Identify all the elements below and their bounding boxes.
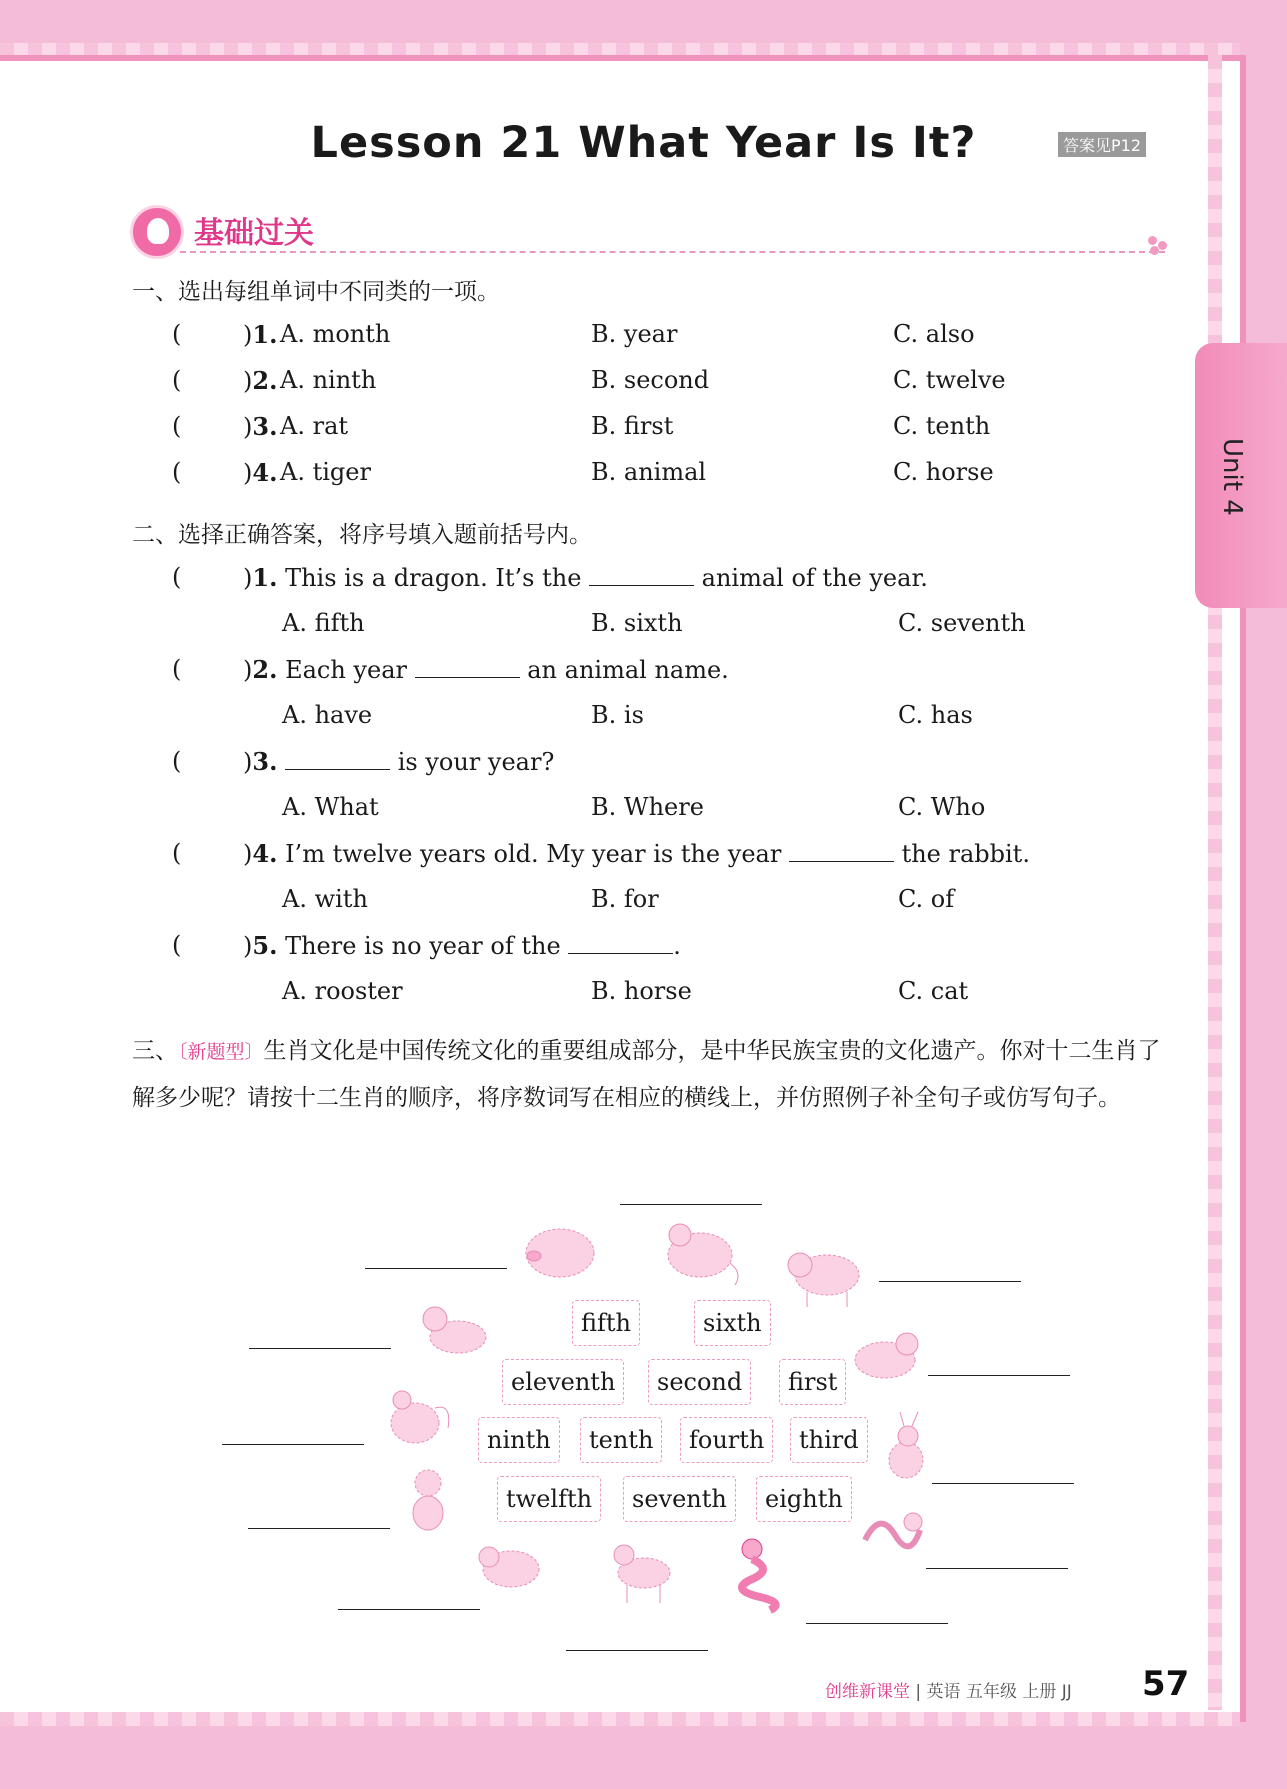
answer-line[interactable] [926, 1568, 1068, 1569]
word-chip: second [648, 1359, 751, 1405]
footer-brand: 创维新课堂 [825, 1682, 910, 1702]
item-number: 3. [252, 747, 278, 776]
option-c: C. also [893, 320, 975, 348]
stem-text-after: animal of the year. [694, 564, 928, 592]
answer-paren-left: ( [172, 839, 182, 867]
answer-reference-badge: 答案见P12 [1058, 132, 1146, 157]
item-number: 1. [252, 563, 278, 592]
answer-paren-right: )4. [243, 458, 278, 487]
stem-text-before: Each year [285, 656, 415, 684]
word-chip: eleventh [502, 1359, 624, 1405]
footer-separator: | [915, 1682, 922, 1702]
option-b: B. Where [591, 793, 704, 821]
stem-text-after: . [673, 932, 681, 960]
word-chip: first [779, 1359, 846, 1405]
answer-line[interactable] [620, 1204, 762, 1205]
question-stem: )4. I’m twelve years old. My year is the year the rabbit. [243, 839, 1030, 868]
answer-paren-left: ( [172, 655, 182, 683]
option-a: A. month [280, 320, 391, 348]
rooster-icon [380, 1378, 455, 1453]
option-b: B. sixth [591, 609, 683, 637]
answer-line[interactable] [806, 1623, 948, 1624]
dots-decoration-icon [1148, 236, 1168, 256]
answer-line[interactable] [879, 1281, 1021, 1282]
part2-item-4-options [0, 885, 1240, 921]
part2-item-2-options [0, 701, 1240, 737]
snake-icon [730, 1535, 795, 1615]
option-b: B. first [591, 412, 674, 440]
answer-paren-right: )1. [243, 320, 278, 349]
option-a: A. fifth [282, 609, 365, 637]
answer-line[interactable] [249, 1348, 391, 1349]
option-a: A. have [282, 701, 373, 729]
part2-heading: 二、选择正确答案，将序号填入题前括号内。 [132, 522, 592, 548]
answer-paren-left: ( [172, 931, 182, 959]
question-stem: )5. There is no year of the . [243, 931, 681, 960]
answer-paren-left: ( [172, 747, 182, 775]
pig-icon [512, 1218, 602, 1288]
part3-text: 生肖文化是中国传统文化的重要组成部分，是中华民族宝贵的文化遗产。你对十二生肖了解多少呢？请按十二生肖的顺序，将序数词写在相应的横线上，并仿照例子补全句子或仿写句子。 [132, 1038, 1161, 1111]
stem-text-before: This is a dragon. It’s the [285, 564, 590, 592]
section-title: 基础过关 [194, 216, 314, 251]
option-c: C. tenth [893, 412, 991, 440]
item-number: 2. [252, 655, 278, 684]
part1-item-2 [0, 366, 1240, 402]
footer-book-info: 英语 五年级 上册 JJ [926, 1682, 1072, 1702]
option-c: C. horse [893, 458, 994, 486]
new-question-type-tag: 〔新题型〕 [178, 1041, 264, 1063]
stem-text-before: I’m twelve years old. My year is the year [285, 840, 789, 868]
item-number: 5. [252, 931, 278, 960]
answer-line[interactable] [248, 1528, 390, 1529]
option-a: A. rooster [282, 977, 403, 1005]
horse-icon [602, 1535, 687, 1610]
option-c: C. cat [898, 977, 969, 1005]
question-stem: )1. This is a dragon. It’s the animal of the year. [243, 563, 928, 592]
bottom-border-wave [0, 1712, 1240, 1726]
option-c: C. twelve [893, 366, 1006, 394]
answer-line[interactable] [566, 1650, 708, 1651]
part3-prefix: 三、 [132, 1038, 178, 1064]
answer-paren-left: ( [172, 366, 182, 394]
word-chip: fifth [572, 1300, 640, 1346]
item-number: 3. [252, 412, 278, 441]
word-chip: eighth [756, 1476, 852, 1522]
option-c: C. Who [898, 793, 986, 821]
part2-item-5 [0, 931, 1240, 967]
item-number: 2. [252, 366, 278, 395]
fill-blank[interactable] [789, 841, 894, 862]
part1-item-3 [0, 412, 1240, 448]
answer-line[interactable] [928, 1375, 1070, 1376]
option-c: C. seventh [898, 609, 1026, 637]
answer-paren-left: ( [172, 458, 182, 486]
option-a: A. What [282, 793, 379, 821]
unit-tab-label: Unit 4 [1217, 438, 1247, 516]
part2-item-5-options [0, 977, 1240, 1013]
part2-item-2 [0, 655, 1240, 691]
option-b: B. animal [591, 458, 707, 486]
page-number: 57 [1142, 1664, 1190, 1704]
answer-line[interactable] [222, 1444, 364, 1445]
item-number: 1. [252, 320, 278, 349]
section-divider [180, 251, 1165, 253]
option-b: B. for [591, 885, 659, 913]
part3-instructions [132, 1028, 1177, 1121]
fill-blank[interactable] [568, 933, 673, 954]
word-chip: twelfth [497, 1476, 601, 1522]
answer-paren-left: ( [172, 320, 182, 348]
stem-text-after: the rabbit. [893, 840, 1030, 868]
word-chip: sixth [694, 1300, 771, 1346]
option-a: A. tiger [280, 458, 371, 486]
option-b: B. year [591, 320, 678, 348]
question-stem: )2. Each year an animal name. [243, 655, 729, 684]
option-a: A. with [282, 885, 368, 913]
fill-blank[interactable] [415, 657, 520, 678]
option-b: B. is [591, 701, 644, 729]
rat-icon [655, 1213, 745, 1288]
section-mascot-icon [130, 205, 184, 259]
answer-paren-left: ( [172, 412, 182, 440]
answer-line[interactable] [338, 1609, 480, 1610]
lesson-title: Lesson 21 What Year Is It? [310, 118, 977, 168]
rabbit-icon [878, 1410, 938, 1485]
stem-text-after: is your year? [390, 748, 555, 776]
answer-line[interactable] [932, 1483, 1074, 1484]
option-c: C. has [898, 701, 973, 729]
tiger-icon [845, 1322, 925, 1387]
answer-paren-right: )3. [243, 412, 278, 441]
item-number: 4. [252, 458, 278, 487]
question-stem: )3. is your year? [243, 747, 555, 776]
part2-item-4 [0, 839, 1240, 875]
answer-line[interactable] [365, 1268, 507, 1269]
ox-icon [782, 1237, 872, 1312]
part2-item-3 [0, 747, 1240, 783]
option-a: A. rat [280, 412, 349, 440]
part2-item-1-options [0, 609, 1240, 645]
dragon-icon [855, 1500, 925, 1565]
stem-text-after: an animal name. [519, 656, 729, 684]
monkey-icon [403, 1465, 458, 1535]
answer-paren-right: )2. [243, 366, 278, 395]
word-chip: seventh [623, 1476, 736, 1522]
right-border-wave [1208, 55, 1222, 1710]
sheep-icon [471, 1535, 551, 1600]
part2-item-1 [0, 563, 1240, 599]
option-b: B. second [591, 366, 710, 394]
word-chip: third [790, 1417, 868, 1463]
stem-text-before: There is no year of the [285, 932, 569, 960]
word-chip: ninth [478, 1417, 560, 1463]
part1-item-4 [0, 458, 1240, 494]
part1-item-1 [0, 320, 1240, 356]
word-chip: fourth [680, 1417, 773, 1463]
answer-paren-left: ( [172, 563, 182, 591]
word-chip: tenth [580, 1417, 662, 1463]
option-a: A. ninth [280, 366, 377, 394]
option-b: B. horse [591, 977, 692, 1005]
option-c: C. of [898, 885, 955, 913]
dog-icon [413, 1295, 498, 1365]
footer-info [825, 1677, 1072, 1702]
fill-blank[interactable] [285, 749, 390, 770]
item-number: 4. [252, 839, 278, 868]
part2-item-3-options [0, 793, 1240, 829]
fill-blank[interactable] [589, 565, 694, 586]
part1-heading: 一、选出每组单词中不同类的一项。 [132, 279, 500, 305]
